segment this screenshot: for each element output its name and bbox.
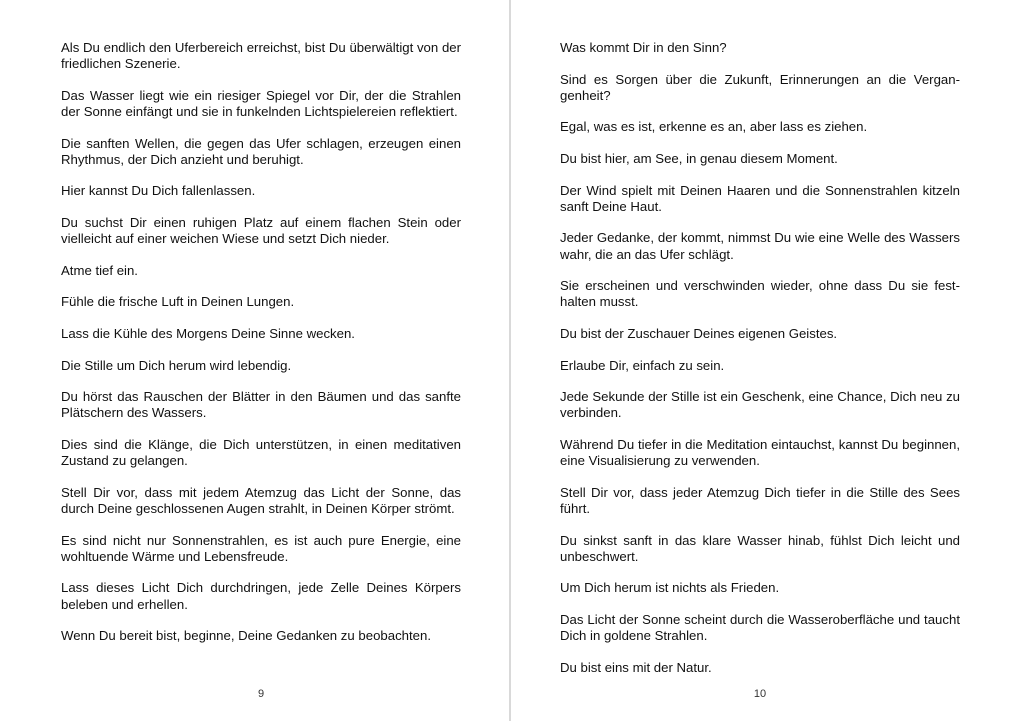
paragraph: Fühle die frische Luft in Deinen Lungen. [61,294,295,310]
paragraph: Dies sind die Klänge, die Dich unterstützen, in einen meditativen Zustand zu gelangen. [61,436,461,469]
paragraph: Hier kannst Du Dich fallenlassen. [61,183,256,199]
paragraph: Du sinkst sanft in das klare Wasser hinab, fühlst Dich leicht und unbeschwert. [560,532,960,564]
page-number: 10 [753,688,767,700]
paragraph: Als Du endlich den Uferbereich erreichst, bist Du überwältigt von der friedlichen Szenerie. [61,40,461,72]
paragraph: Du suchst Dir einen ruhigen Platz auf einem flachen Stein oder vielleicht auf einer weichen Wiese und setzt Dich nieder. [61,214,461,247]
paragraph: Sind es Sorgen über die Zukunft, Erinnerungen an die Vergangenheit? [560,71,960,103]
page-number: 9 [257,688,265,700]
paragraph: Es sind nicht nur Sonnenstrahlen, es ist auch pure Energie, eine wohltuende Wärme und Lebensfreude. [61,532,461,564]
paragraph: Du bist eins mit der Natur. [560,659,712,675]
paragraph: Stell Dir vor, dass jeder Atemzug Dich tiefer in die Stille des Sees führt. [560,484,960,516]
paragraph: Das Licht der Sonne scheint durch die Wasseroberfläche und taucht Dich in goldene Strahlen. [560,611,960,644]
paragraph: Lass die Kühle des Morgens Deine Sinne wecken. [61,325,355,341]
right-page [511,0,1020,721]
left-page [0,0,509,721]
paragraph: Sie erscheinen und verschwinden wieder, ohne dass Du sie festhalten musst. [560,278,960,310]
paragraph: Was kommt Dir in den Sinn? [560,40,727,55]
right-page-text [560,40,960,691]
paragraph: Die Stille um Dich herum wird lebendig. [61,357,292,373]
paragraph: Der Wind spielt mit Deinen Haaren und die Sonnenstrahlen kitzeln sanft Deine Haut. [560,182,960,214]
paragraph: Du bist der Zuschauer Deines eigenen Geistes. [560,325,838,341]
paragraph: Egal, was es ist, erkenne es an, aber lass es ziehen. [560,119,868,135]
paragraph: Lass dieses Licht Dich durchdringen, jede Zelle Deines Körpers beleben und erhellen. [61,580,461,612]
paragraph: Du bist hier, am See, in genau diesem Moment. [560,150,838,166]
left-page-text [61,40,461,660]
paragraph: Jede Sekunde der Stille ist ein Geschenk, eine Chance, Dich neu zu verbinden. [560,389,960,421]
paragraph: Die sanften Wellen, die gegen das Ufer schlagen, erzeugen einen Rhythmus, der Dich anzieht und beruhigt. [61,135,461,167]
paragraph: Wenn Du bereit bist, beginne, Deine Gedanken zu beobachten. [61,628,431,644]
paragraph: Du hörst das Rauschen der Blätter in den Bäumen und das sanfte Plätschern des Wassers. [61,389,461,421]
paragraph: Atme tief ein. [61,262,138,278]
paragraph: Während Du tiefer in die Meditation eintauchst, kannst Du beginnen, eine Visualisierung zu verwenden. [560,436,960,469]
paragraph: Um Dich herum ist nichts als Frieden. [560,580,780,596]
paragraph: Jeder Gedanke, der kommt, nimmst Du wie eine Welle des Wassers wahr, die an das Ufer schlägt. [560,230,960,262]
paragraph: Stell Dir vor, dass mit jedem Atemzug das Licht der Sonne, das durch Deine geschlossenen Augen strahlt, in Deinen Körper strömt. [61,484,461,516]
paragraph: Erlaube Dir, einfach zu sein. [560,357,725,373]
paragraph: Das Wasser liegt wie ein riesiger Spiegel vor Dir, der die Strahlen der Sonne einfängt und sie in funkelnden Lichtspielereien reflektiert. [61,87,461,119]
